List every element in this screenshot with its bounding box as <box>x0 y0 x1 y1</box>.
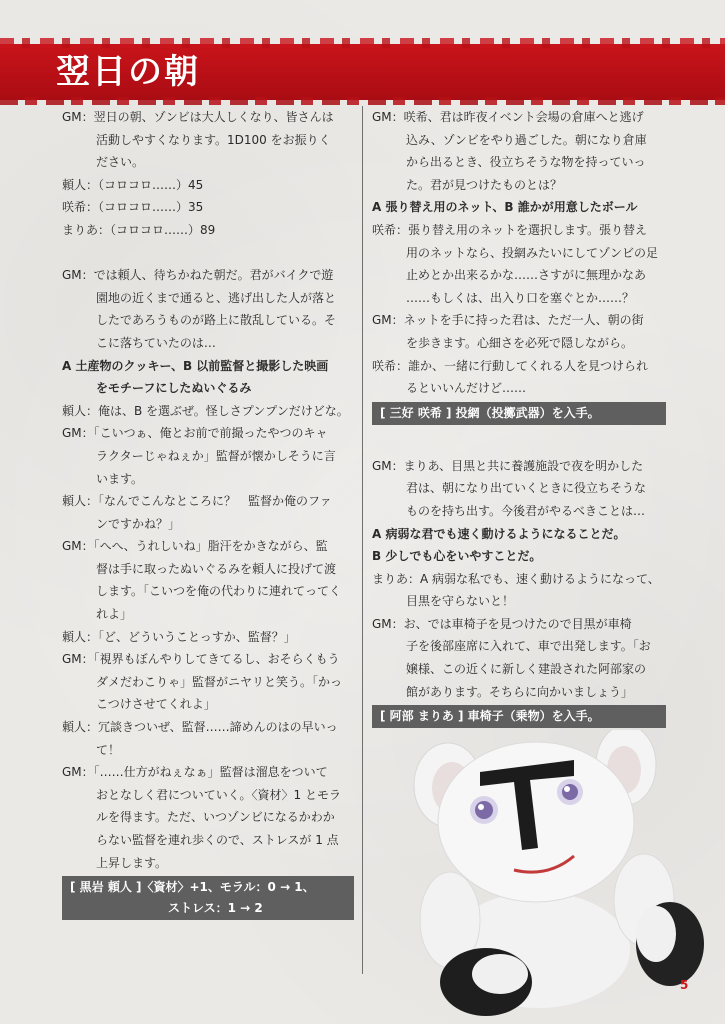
dialogue-line: GM：「……仕方がねぇなぁ」監督は溜息をついて <box>62 765 328 780</box>
dialogue-continuation: 督は手に取ったぬいぐるみを頼人に投げて渡 <box>96 561 337 576</box>
dialogue-line: 頼人：冗談きついぜ、監督……諦めんのはの早いっ <box>62 720 338 735</box>
dialogue-continuation: おとなしく君についていく。〈資材〉1 とモラ <box>96 787 341 802</box>
dialogue-continuation: ださい。 <box>96 155 145 170</box>
dialogue-continuation: こつけさせてくれよ」 <box>96 697 216 712</box>
dialogue-line: GM：では頼人、待ちかねた朝だ。君がバイクで遊 <box>62 268 334 283</box>
dialogue-continuation: 君は、朝になり出ていくときに役立ちそうな <box>406 481 647 496</box>
choice-line: A 土産物のクッキー、B 以前監督と撮影した映画 <box>62 358 329 373</box>
dialogue-continuation: ラクターじゃねぇか」監督が懐かしそうに言 <box>96 448 336 463</box>
status-note-line: [ 黒岩 頼人 ]〈資材〉+1、モラル：0 → 1、 <box>70 880 315 895</box>
dialogue-continuation: こに落ちていたのは… <box>96 335 216 350</box>
dialogue-continuation: た。君が見つけたものとは？ <box>406 177 563 192</box>
dialogue-continuation: 用のネットなら、投網みたいにしてゾンビの足 <box>406 245 659 260</box>
dialogue-continuation: 目黒を守らないと！ <box>406 594 515 609</box>
dialogue-line: GM：「へへ、うれしいね」脂汗をかきながら、監 <box>62 539 328 554</box>
choice-line: A 張り替え用のネット、B 誰かが用意したボール <box>372 200 638 215</box>
left-column <box>62 106 354 922</box>
dialogue-line: GM：「視界もぼんやりしてきてるし、おそらくもう <box>62 652 340 667</box>
dialogue-line: GM：ネットを手に持った君は、ただ一人、朝の街 <box>372 313 644 328</box>
dialogue-continuation: ものを持ち出す。今後君がやるべきことは… <box>406 503 646 518</box>
dialogue-continuation: 園地の近くまで通ると、逃げ出した人が落と <box>96 290 337 305</box>
dialogue-continuation: 活動しやすくなります。1D100 をお振りく <box>96 132 331 147</box>
right-dialogue-saki <box>372 106 666 400</box>
dialogue-continuation: から出るとき、役立ちそうな物を持っていっ <box>406 155 646 170</box>
dialogue-line: 頼人：（コロコロ……）45 <box>62 177 204 192</box>
dialogue-continuation: て！ <box>96 742 121 757</box>
plush-bear-image <box>388 730 720 1020</box>
dialogue-line: GM：まりあ、目黒と共に養護施設で夜を明かした <box>372 458 644 473</box>
dialogue-continuation: らない監督を連れ歩くので、ストレスが 1 点 <box>96 833 339 847</box>
dialogue-line: まりあ：A 病弱な私でも、速く動けるようになって、 <box>372 571 660 586</box>
dialogue-line: GM：お、では車椅子を見つけたので目黒が車椅 <box>372 616 632 631</box>
dialogue-line: 咲希：（コロコロ……）35 <box>62 200 204 215</box>
dialogue-line: まりあ：（コロコロ……）89 <box>62 222 216 237</box>
dialogue-continuation: します。「こいつを俺の代わりに連れてってく <box>96 584 342 599</box>
dialogue-line: 頼人：俺は、B を選ぶぜ。怪しさプンプンだけどな。 <box>62 403 349 418</box>
page-number: 5 <box>680 978 689 992</box>
dialogue-continuation: ……もしくは、出入り口を塞ぐとか……？ <box>406 290 635 305</box>
choice-line: B 少しでも心をいやすことだ。 <box>372 549 542 564</box>
dialogue-line: 頼人：「ど、どういうことっすか、監督？」 <box>62 629 296 644</box>
paragraph-gap <box>62 242 354 265</box>
page-title: 翌日の朝 <box>56 52 200 92</box>
right-column <box>372 106 666 730</box>
choice-continuation: をモチーフにしたぬいぐるみ <box>96 381 252 396</box>
status-note-saki: [ 三好 咲希 ] 投網（投擲武器）を入手。 <box>372 402 666 425</box>
status-note-line: ストレス：1 → 2 <box>168 901 263 916</box>
dialogue-continuation: ンですかね？」 <box>96 516 181 531</box>
dialogue-line: 咲希：誰か、一緒に行動してくれる人を見つけられ <box>372 358 649 373</box>
left-dialogue <box>62 106 354 874</box>
dialogue-continuation: 込み、ゾンビをやり過ごした。朝になり倉庫 <box>406 132 647 147</box>
dialogue-continuation: 子を後部座席に入れて、車で出発します。「お <box>406 639 651 654</box>
dialogue-continuation: ルを得ます。ただ、いつゾンビになるかわか <box>96 810 335 825</box>
choice-line: A 病弱な君でも速く動けるようになることだ。 <box>372 526 626 541</box>
dialogue-line: GM：咲希、君は昨夜イベント会場の倉庫へと逃げ <box>372 110 644 124</box>
column-divider <box>362 106 363 974</box>
dialogue-continuation: したであろうものが路上に散乱している。そ <box>96 313 337 328</box>
dialogue-continuation: を歩きます。心細さを必死で隠しながら。 <box>406 335 634 350</box>
dialogue-continuation: 止めとか出来るかな……さすがに無理かなあ <box>406 268 647 283</box>
dialogue-line: GM：翌日の朝、ゾンビは大人しくなり、皆さんは <box>62 110 334 124</box>
status-note-maria: [ 阿部 まりあ ] 車椅子（乗物）を入手。 <box>372 705 666 728</box>
dialogue-line: GM：「こいつぁ、俺とお前で前撮ったやつのキャ <box>62 426 328 441</box>
dialogue-continuation: ダメだわこりゃ」監督がニヤリと笑う。「かっ <box>96 674 343 689</box>
status-note-yorito <box>62 876 354 920</box>
dialogue-continuation: るといいんだけど…… <box>406 381 527 396</box>
dialogue-continuation: 嬢様、この近くに新しく建設された阿部家の <box>406 662 647 677</box>
dialogue-continuation: います。 <box>96 471 144 486</box>
dialogue-continuation: れよ」 <box>96 607 133 622</box>
dialogue-line: 頼人：「なんでこんなところに？ 監督か俺のファ <box>62 494 332 509</box>
dialogue-continuation: 上昇します。 <box>96 855 168 870</box>
right-dialogue-maria <box>372 455 666 704</box>
dialogue-continuation: 館があります。そちらに向かいましょう」 <box>406 684 634 699</box>
section-gap <box>372 427 666 455</box>
dialogue-line: 咲希：張り替え用のネットを選択します。張り替え <box>372 222 648 237</box>
